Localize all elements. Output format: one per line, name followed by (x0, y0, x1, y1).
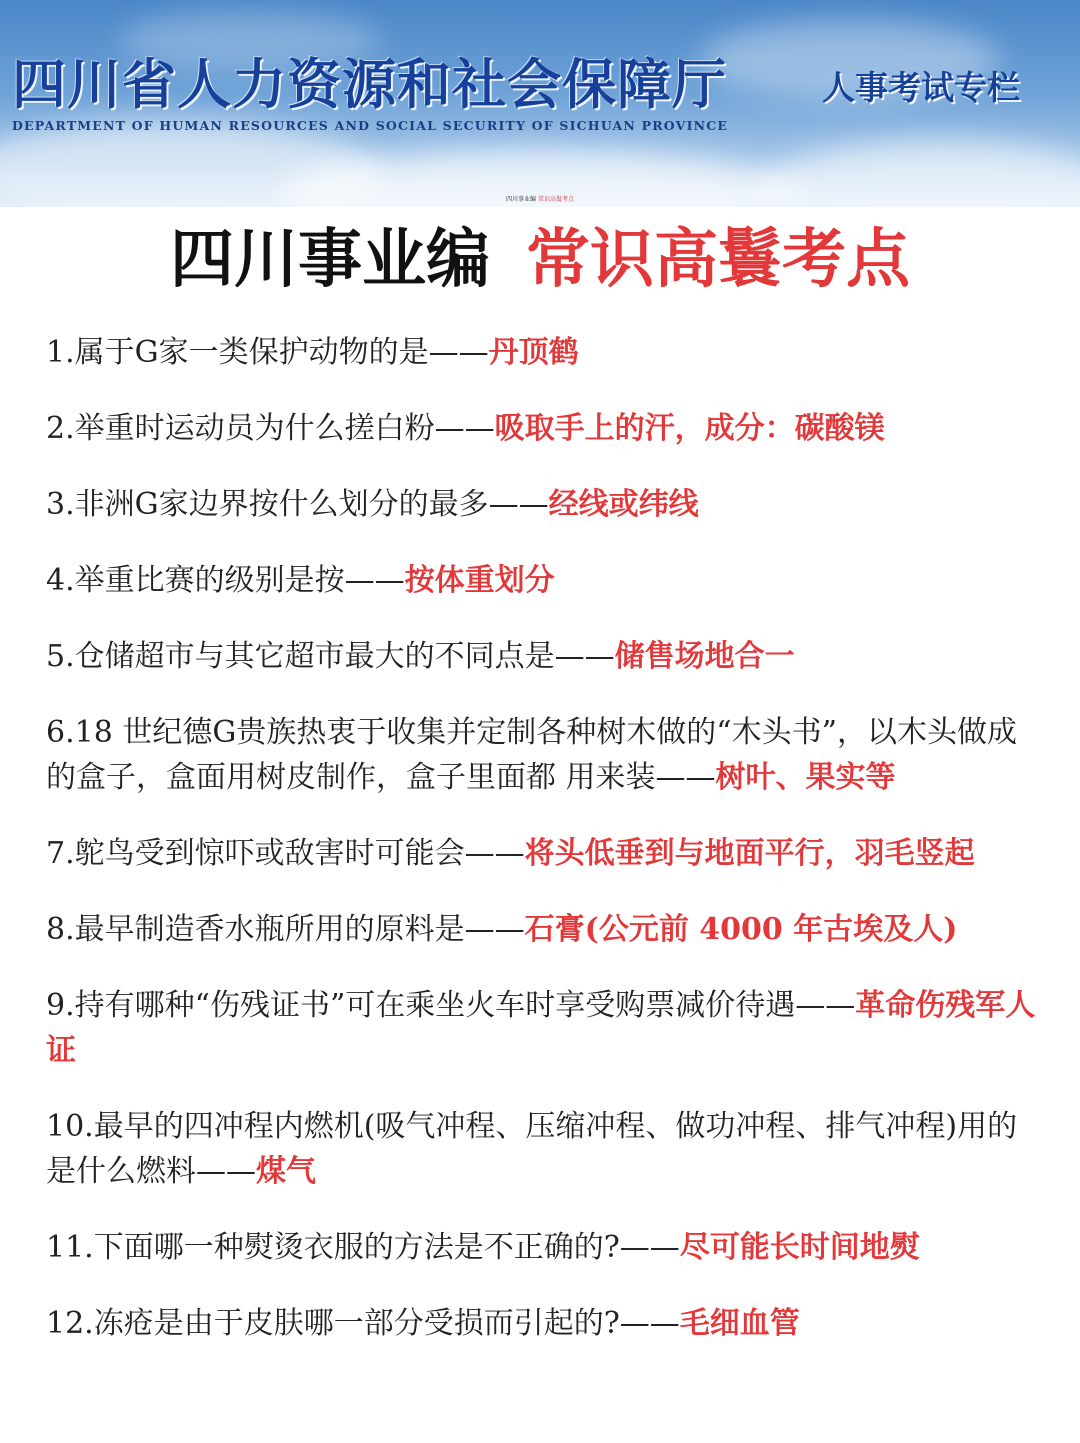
list-item (46, 1301, 1041, 1346)
page-title (0, 218, 1080, 302)
page-title-black: 四川事业编 (170, 223, 490, 297)
answer-text: 煤气 (256, 1154, 316, 1189)
list-item (46, 330, 1041, 375)
answer-text: 尽可能长时间地熨 (679, 1230, 920, 1265)
answer-text: 将头低垂到与地面平行，羽毛竖起 (524, 836, 975, 871)
question-text: 4.举重比赛的级别是按—— (46, 563, 405, 598)
answer-text: 吸取手上的汗，成分：碳酸镁 (494, 411, 885, 446)
small-caption-part1: 四川事业编 (505, 196, 536, 203)
question-text: 10.最早的四冲程内燃机(吸气冲程、压缩冲程、做功冲程、排气冲程)用的是什么燃料—— (46, 1109, 1018, 1189)
list-item (46, 406, 1041, 451)
question-text: 3.非洲G家边界按什么划分的最多—— (46, 487, 549, 522)
question-text: 9.持有哪种“伤残证书”可在乘坐火车时享受购票减价待遇—— (46, 988, 856, 1023)
question-text: 5.仓储超市与其它超市最大的不同点是—— (46, 639, 615, 674)
question-text: 12.冻疮是由于皮肤哪一部分受损而引起的?—— (46, 1306, 680, 1341)
small-caption (0, 196, 1080, 204)
department-title: 四川省人力资源和社会保障厅 (12, 53, 727, 116)
question-text: 11.下面哪一种熨烫衣服的方法是不正确的?—— (46, 1230, 680, 1265)
answer-text: 储售场地合一 (614, 639, 795, 674)
list-item (46, 907, 1041, 952)
question-text: 6.18 世纪德G贵族热衷于收集并定制各种树木做的“木头书”，以木头做成的盒子，盒面用树皮制作，盒子里面都 用来装—— (46, 715, 1017, 795)
page-title-red: 常识高鬟考点 (526, 223, 910, 297)
answer-text: 丹顶鹤 (488, 335, 579, 370)
answer-text: 树叶、果实等 (715, 760, 896, 795)
list-item (46, 634, 1041, 679)
question-list (46, 330, 1041, 1377)
small-caption-part2: 常识高鬟考点 (538, 196, 575, 203)
answer-text: 革命伤残军人证 (46, 988, 1036, 1068)
question-text: 1.属于G家一类保护动物的是—— (46, 335, 489, 370)
exam-column-label: 人事考试专栏 (822, 68, 1020, 107)
answer-text: 经线或纬线 (548, 487, 699, 522)
header-banner (0, 0, 1080, 207)
list-item (46, 831, 1041, 876)
answer-text: 石膏(公元前 4000 年古埃及人) (524, 912, 958, 947)
list-item (46, 1225, 1041, 1270)
list-item (46, 710, 1041, 800)
question-text: 7.鸵鸟受到惊吓或敌害时可能会—— (46, 836, 525, 871)
list-item (46, 983, 1041, 1073)
question-text: 2.举重时运动员为什么搓白粉—— (46, 411, 495, 446)
list-item (46, 558, 1041, 603)
list-item (46, 482, 1041, 527)
answer-text: 按体重划分 (404, 563, 555, 598)
list-item (46, 1104, 1041, 1194)
answer-text: 毛细血管 (679, 1306, 800, 1341)
department-english-name: DEPARTMENT OF HUMAN RESOURCES AND SOCIAL SECURITY OF SICHUAN PROVINCE (12, 118, 729, 133)
question-text: 8.最早制造香水瓶所用的原料是—— (46, 912, 525, 947)
